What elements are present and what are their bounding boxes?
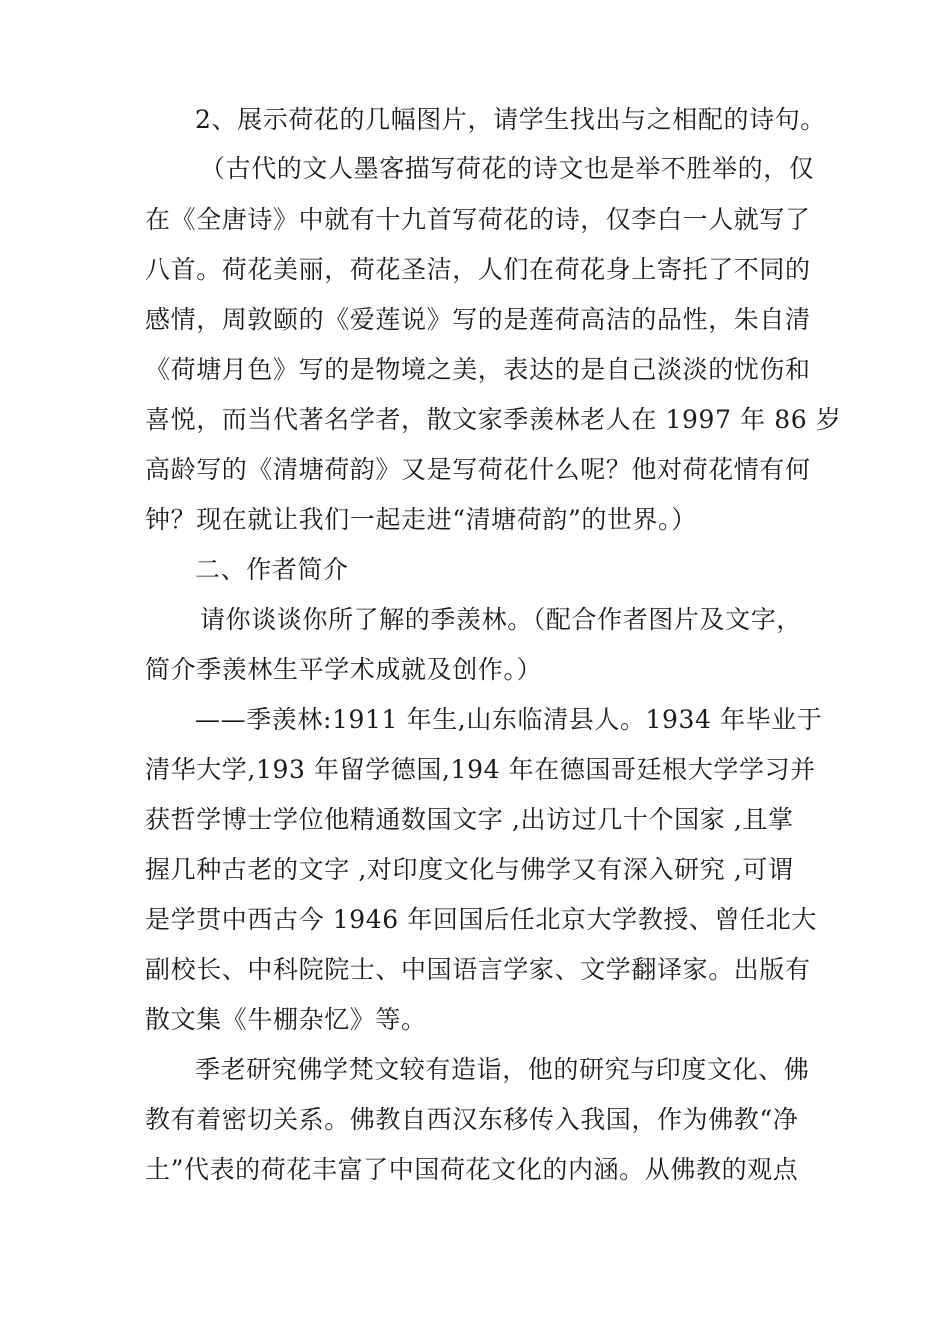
text-line: 喜悦，而当代著名学者，散文家季羡林老人在 1997 年 86 岁	[145, 405, 842, 434]
text-line: 散文集《牛棚杂忆》等。	[145, 1005, 427, 1034]
text-line: 2、展示荷花的几幅图片，请学生找出与之相配的诗句。	[195, 105, 826, 134]
text-line: 《荷塘月色》写的是物境之美，表达的是自己淡淡的忧伤和	[145, 355, 811, 384]
text-line: 八首。荷花美丽，荷花圣洁，人们在荷花身上寄托了不同的	[145, 255, 811, 284]
text-line: 获哲学博士学位他精通数国文字 ,出访过几十个国家 ,且掌	[145, 805, 794, 834]
text-line: 是学贯中西古今 1946 年回国后任北京大学教授、曾任北大	[145, 905, 817, 934]
text-line: 土”代表的荷花丰富了中国荷花文化的内涵。从佛教的观点	[145, 1155, 799, 1184]
text-line: ——季羡林:1911 年生,山东临清县人。1934 年毕业于	[195, 705, 823, 734]
text-line: 在《全唐诗》中就有十九首写荷花的诗，仅李白一人就写了	[145, 205, 811, 234]
text-line: 副校长、中科院院士、中国语言学家、文学翻译家。出版有	[145, 955, 811, 984]
text-line: 高龄写的《清塘荷韵》又是写荷花什么呢？他对荷花情有何	[145, 455, 811, 484]
text-line: 钟？现在就让我们一起走进“清塘荷韵”的世界。）	[145, 505, 697, 534]
text-line: 清华大学,193 年留学德国,194 年在德国哥廷根大学学习并	[145, 755, 816, 784]
text-line: 简介季羡林生平学术成就及创作。）	[145, 655, 543, 684]
text-line: 季老研究佛学梵文较有造诣，他的研究与印度文化、佛	[195, 1055, 810, 1084]
text-line: 握几种古老的文字 ,对印度文化与佛学又有深入研究 ,可谓	[145, 855, 794, 884]
text-line: 教有着密切关系。佛教自西汉东移传入我国，作为佛教“净	[145, 1105, 799, 1134]
text-line: 感情，周敦颐的《爱莲说》写的是莲荷高洁的品性，朱自清	[145, 305, 811, 334]
section-heading: 二、作者简介	[195, 555, 349, 584]
text-line: （古代的文人墨客描写荷花的诗文也是举不胜举的，仅	[200, 154, 815, 183]
text-line: 请你谈谈你所了解的季羡林。（配合作者图片及文字，	[200, 605, 802, 634]
